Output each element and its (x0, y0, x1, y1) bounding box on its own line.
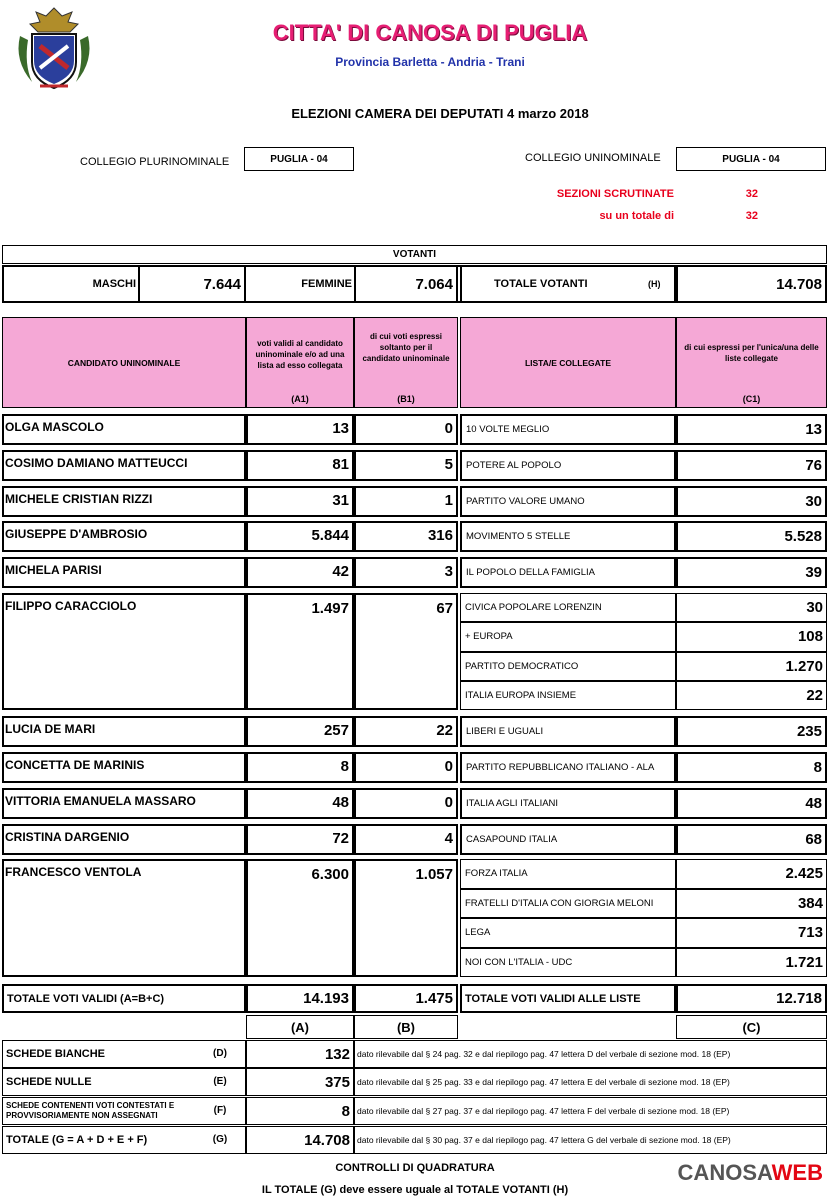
list-votes: 713 (676, 918, 827, 948)
scheda-label: TOTALE (G = A + D + E + F) (2, 1126, 246, 1154)
candidate-name: OLGA MASCOLO (5, 420, 104, 434)
list-name: NOI CON L'ITALIA - UDC (460, 948, 676, 978)
list-name: POTERE AL POPOLO (460, 450, 676, 481)
scheda-code: (G) (212, 1134, 228, 1145)
list-votes: 235 (676, 716, 827, 747)
candidate-a1-value: 8 (340, 758, 349, 775)
candidate-b1-value: 5 (444, 456, 453, 473)
collegio-plurinominale-value: PUGLIA - 04 (244, 147, 354, 171)
totale-validi-a: 14.193 (246, 984, 354, 1013)
candidate-a1-value: 257 (323, 722, 349, 739)
list-name: IL POPOLO DELLA FAMIGLIA (460, 557, 676, 588)
header-a1-code: (A1) (291, 394, 309, 404)
sezioni-totale-label: su un totale di (599, 210, 674, 222)
totale-validi-label: TOTALE VOTI VALIDI (A=B+C) (2, 984, 246, 1013)
header-a1-text: voti validi al candidato uninominale e/o ad una lista ad esso collegata (255, 339, 345, 370)
list-name: ITALIA EUROPA INSIEME (460, 681, 676, 710)
scheda-note: dato rilevabile dal § 30 pag. 37 e dal riepilogo pag. 47 lettera G del verbale di sezione mod. 18 (EP) (354, 1126, 827, 1154)
collegio-plurinominale-label: COLLEGIO PLURINOMINALE (80, 156, 230, 168)
candidate-a1-value: 48 (332, 794, 349, 811)
candidate-b1-value: 1 (444, 492, 453, 509)
maschi-value: 7.644 (138, 265, 246, 303)
list-votes: 13 (676, 414, 827, 445)
list-name: CIVICA POPOLARE LORENZIN (460, 593, 676, 622)
collegio-uninominale-label: COLLEGIO UNINOMINALE (525, 152, 661, 164)
totale-votanti-label: TOTALE VOTANTI (494, 278, 588, 290)
list-votes: 68 (676, 824, 827, 855)
province-subtitle: Provincia Barletta - Andria - Trani (335, 55, 525, 69)
list-votes: 108 (676, 622, 827, 651)
header-c1-code: (C1) (742, 394, 761, 404)
candidate-a1-value: 42 (332, 563, 349, 580)
list-votes: 1.721 (676, 948, 827, 978)
list-name: ITALIA AGLI ITALIANI (460, 788, 676, 819)
candidate-b1-value: 22 (436, 722, 453, 739)
sezioni-totale-value: 32 (745, 210, 758, 222)
scheda-value: 375 (246, 1068, 354, 1096)
list-votes: 5.528 (676, 521, 827, 552)
list-name: FRATELLI D'ITALIA CON GIORGIA MELONI (460, 889, 676, 919)
scheda-note: dato rilevabile dal § 27 pag. 37 e dal riepilogo pag. 47 lettera F del verbale di sezione mod. 18 (EP) (354, 1097, 827, 1125)
scheda-label: SCHEDE NULLE (2, 1068, 246, 1096)
header-liste: LISTA/E COLLEGATE (460, 317, 676, 408)
totale-validi-b: 1.475 (354, 984, 458, 1013)
header-c1-text: di cui espressi per l'unica/una delle liste collegate (684, 343, 819, 363)
candidate-b1-value: 0 (444, 794, 453, 811)
list-votes: 39 (676, 557, 827, 588)
scheda-value: 14.708 (246, 1126, 354, 1154)
candidate-name: MICHELE CRISTIAN RIZZI (5, 492, 153, 506)
scheda-code: (D) (213, 1048, 227, 1059)
totale-liste-label: TOTALE VOTI VALIDI ALLE LISTE (460, 984, 676, 1013)
scheda-note: dato rilevabile dal § 25 pag. 33 e dal riepilogo pag. 47 lettera E del verbale di sezione mod. 18 (EP) (354, 1068, 827, 1096)
candidate-name: CRISTINA DARGENIO (5, 830, 130, 844)
scheda-label: SCHEDE BIANCHE (2, 1040, 246, 1068)
scheda-value: 8 (246, 1097, 354, 1125)
list-votes: 384 (676, 889, 827, 919)
candidate-a1-value: 1.497 (311, 600, 349, 617)
list-name: + EUROPA (460, 622, 676, 651)
candidate-b1-value: 0 (444, 420, 453, 437)
femmine-value: 7.064 (354, 265, 458, 303)
list-votes: 2.425 (676, 859, 827, 889)
list-name: PARTITO REPUBBLICANO ITALIANO - ALA (460, 752, 676, 783)
header-b1-code: (B1) (397, 394, 415, 404)
candidate-a1-value: 81 (332, 456, 349, 473)
scheda-value: 132 (246, 1040, 354, 1068)
candidate-a1-value: 72 (332, 830, 349, 847)
header-b1-text: di cui voti espressi soltanto per il candidato uninominale (362, 332, 450, 363)
list-votes: 76 (676, 450, 827, 481)
collegio-uninominale-value: PUGLIA - 04 (676, 147, 826, 171)
candidate-a1-value: 6.300 (311, 866, 349, 883)
watermark-part-b: WEB (771, 1160, 823, 1185)
list-votes: 22 (676, 681, 827, 710)
candidate-b1-value: 3 (444, 563, 453, 580)
sezioni-scrutinate-label: SEZIONI SCRUTINATE (556, 188, 674, 200)
city-title: CITTA' DI CANOSA DI PUGLIA (272, 20, 588, 45)
controlli-regola: IL TOTALE (G) deve essere uguale al TOTALE VOTANTI (H) (261, 1184, 569, 1196)
sezioni-scrutinate-value: 32 (745, 188, 758, 200)
header-candidato: CANDIDATO UNINOMINALE (2, 317, 246, 408)
watermark-part-a: CANOSA (677, 1160, 772, 1185)
list-name: CASAPOUND ITALIA (460, 824, 676, 855)
candidate-a1-value: 5.844 (311, 527, 349, 544)
list-votes: 30 (676, 593, 827, 622)
scheda-code: (E) (213, 1076, 227, 1087)
controlli-title: CONTROLLI DI QUADRATURA (335, 1162, 495, 1174)
candidate-name: COSIMO DAMIANO MATTEUCCI (5, 456, 188, 470)
totale-votanti-code: (H) (648, 279, 661, 289)
scheda-note: dato rilevabile dal § 24 pag. 32 e dal riepilogo pag. 47 lettera D del verbale di sezione mod. 18 (EP) (354, 1040, 827, 1068)
city-crest-logo (10, 6, 98, 92)
list-votes: 1.270 (676, 652, 827, 681)
candidate-name: MICHELA PARISI (5, 563, 102, 577)
list-name: LEGA (460, 918, 676, 948)
femmine-label: FEMMINE (301, 278, 352, 290)
maschi-label: MASCHI (92, 278, 136, 290)
list-votes: 30 (676, 486, 827, 517)
list-name: PARTITO DEMOCRATICO (460, 652, 676, 681)
candidate-name: GIUSEPPE D'AMBROSIO (5, 527, 148, 541)
code-b: (B) (354, 1015, 458, 1039)
list-name: LIBERI E UGUALI (460, 716, 676, 747)
candidate-a1-value: 31 (332, 492, 349, 509)
list-name: FORZA ITALIA (460, 859, 676, 889)
list-name: MOVIMENTO 5 STELLE (460, 521, 676, 552)
header-c1 (676, 317, 827, 408)
list-votes: 8 (676, 752, 827, 783)
code-c: (C) (676, 1015, 827, 1039)
candidate-b1-value: 0 (444, 758, 453, 775)
scheda-code: (F) (213, 1105, 227, 1116)
candidate-a1-value: 13 (332, 420, 349, 437)
header-a1 (246, 317, 354, 408)
list-votes: 48 (676, 788, 827, 819)
totale-votanti-value: 14.708 (676, 265, 827, 303)
totale-liste-value: 12.718 (676, 984, 827, 1013)
candidate-name: LUCIA DE MARI (5, 722, 96, 736)
votanti-title: VOTANTI (2, 245, 827, 264)
list-name: PARTITO VALORE UMANO (460, 486, 676, 517)
candidate-b1-value: 4 (444, 830, 453, 847)
candidate-name: CONCETTA DE MARINIS (5, 758, 145, 772)
candidate-b1-value: 316 (427, 527, 453, 544)
code-a: (A) (246, 1015, 354, 1039)
list-name: 10 VOLTE MEGLIO (460, 414, 676, 445)
candidate-name: FILIPPO CARACCIOLO (5, 599, 137, 613)
candidate-b1-value: 67 (436, 600, 453, 617)
canosaweb-watermark (678, 1160, 823, 1186)
candidate-name: VITTORIA EMANUELA MASSARO (5, 794, 196, 808)
scheda-label: SCHEDE CONTENENTI VOTI CONTESTATI E PROVVISORIAMENTE NON ASSEGNATI (2, 1097, 246, 1125)
candidate-b1-value: 1.057 (415, 866, 453, 883)
header-b1 (354, 317, 458, 408)
candidate-name: FRANCESCO VENTOLA (5, 865, 142, 879)
election-title: ELEZIONI CAMERA DEI DEPUTATI 4 marzo 2018 (291, 106, 589, 121)
